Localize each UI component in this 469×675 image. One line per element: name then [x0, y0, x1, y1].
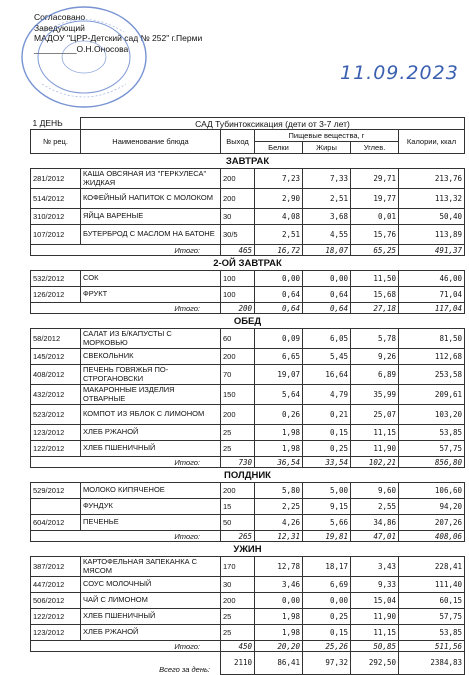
dish-name: ХЛЕБ РЖАНОЙ	[81, 625, 221, 641]
meal-total-kcal: 408,06	[399, 531, 465, 542]
dish-kcal: 228,41	[399, 557, 465, 577]
dish-name: КАША ОВСЯНАЯ ИЗ "ГЕРКУЛЕСА" ЖИДКАЯ	[81, 169, 221, 189]
dish-name: СОУС МОЛОЧНЫЙ	[81, 577, 221, 593]
meal-title: ПОЛДНИК	[31, 468, 465, 483]
dish-fat: 4,79	[303, 385, 351, 405]
meal-total-kcal: 117,04	[399, 303, 465, 314]
dish-carb: 29,71	[351, 169, 399, 189]
dish-name: ЯЙЦА ВАРЕНЫЕ	[81, 209, 221, 225]
dish-fat: 2,51	[303, 189, 351, 209]
meal-total-label: Итого:	[31, 457, 221, 468]
table-row	[31, 441, 465, 457]
dish-name: ФРУКТ	[81, 287, 221, 303]
approval-line: МАДОУ "ЦРР-Детский сад № 252" г.Перми	[34, 33, 203, 43]
approval-line: Согласовано	[34, 12, 86, 22]
table-row	[31, 425, 465, 441]
dish-yield: 15	[221, 499, 255, 515]
menu-body	[31, 154, 465, 652]
grand-total-yield: 2110	[221, 652, 255, 675]
meal-total-carb: 47,01	[351, 531, 399, 542]
recipe-code: 506/2012	[31, 593, 81, 609]
dish-protein: 3,46	[255, 577, 303, 593]
recipe-code: 107/2012	[31, 225, 81, 245]
dish-fat: 5,45	[303, 349, 351, 365]
meal-total-protein: 12,31	[255, 531, 303, 542]
grand-total-fat: 97,32	[303, 652, 351, 675]
meal-section-header	[31, 256, 465, 271]
dish-carb: 15,68	[351, 287, 399, 303]
col-kcal-header: Калории, ккал	[399, 130, 465, 154]
dish-protein: 0,00	[255, 271, 303, 287]
dish-fat: 9,15	[303, 499, 351, 515]
meal-section-header	[31, 542, 465, 557]
dish-kcal: 46,00	[399, 271, 465, 287]
recipe-code: 532/2012	[31, 271, 81, 287]
col-fat-header: Жиры	[303, 142, 351, 154]
dish-kcal: 207,26	[399, 515, 465, 531]
recipe-code	[31, 499, 81, 515]
meal-total-yield: 465	[221, 245, 255, 256]
dish-name: МОЛОКО КИПЯЧЕНОЕ	[81, 483, 221, 499]
table-row	[31, 349, 465, 365]
dish-fat: 0,00	[303, 593, 351, 609]
approval-line: _________О.Н.Оносова	[34, 43, 129, 54]
dish-name: САЛАТ ИЗ Б/КАПУСТЫ С МОРКОВЬЮ	[81, 329, 221, 349]
grand-total-protein: 86,41	[255, 652, 303, 675]
dish-fat: 0,15	[303, 425, 351, 441]
grand-total-label: Всего за день:	[159, 665, 210, 674]
nutrients-header: Пищевые вещества, г	[255, 130, 399, 142]
dish-fat: 5,66	[303, 515, 351, 531]
dish-fat: 6,69	[303, 577, 351, 593]
dish-name: ХЛЕБ ПШЕНИЧНЫЙ	[81, 609, 221, 625]
meal-total-row	[31, 457, 465, 468]
dish-protein: 1,98	[255, 609, 303, 625]
recipe-code: 58/2012	[31, 329, 81, 349]
meal-section-header	[31, 314, 465, 329]
meal-total-fat: 19,81	[303, 531, 351, 542]
dish-name: КОФЕЙНЫЙ НАПИТОК С МОЛОКОМ	[81, 189, 221, 209]
approval-block	[34, 12, 202, 54]
meal-total-yield: 730	[221, 457, 255, 468]
dish-name: БУТЕРБРОД С МАСЛОМ НА БАТОНЕ	[81, 225, 221, 245]
dish-carb: 9,60	[351, 483, 399, 499]
meal-total-label: Итого:	[31, 531, 221, 542]
meal-total-row	[31, 245, 465, 256]
col-yield-header: Выход	[221, 130, 255, 154]
dish-yield: 30/5	[221, 225, 255, 245]
dish-protein: 1,98	[255, 441, 303, 457]
table-row	[31, 329, 465, 349]
meal-total-protein: 0,64	[255, 303, 303, 314]
dish-yield: 200	[221, 405, 255, 425]
dish-yield: 25	[221, 609, 255, 625]
dish-fat: 0,25	[303, 609, 351, 625]
dish-name: МАКАРОННЫЕ ИЗДЕЛИЯ ОТВАРНЫЕ	[81, 385, 221, 405]
dish-kcal: 53,85	[399, 625, 465, 641]
table-row	[31, 483, 465, 499]
dish-yield: 100	[221, 271, 255, 287]
recipe-code: 122/2012	[31, 441, 81, 457]
table-row	[31, 557, 465, 577]
meal-total-fat: 18,07	[303, 245, 351, 256]
recipe-code: 529/2012	[31, 483, 81, 499]
dish-yield: 25	[221, 625, 255, 641]
meal-total-carb: 50,85	[351, 641, 399, 652]
dish-yield: 170	[221, 557, 255, 577]
dish-yield: 30	[221, 209, 255, 225]
table-row	[31, 405, 465, 425]
meal-total-protein: 16,72	[255, 245, 303, 256]
dish-kcal: 113,32	[399, 189, 465, 209]
col-code-header: № рец.	[31, 130, 81, 154]
dish-name: КОМПОТ ИЗ ЯБЛОК С ЛИМОНОМ	[81, 405, 221, 425]
dish-carb: 11,50	[351, 271, 399, 287]
meal-total-kcal: 511,56	[399, 641, 465, 652]
dish-yield: 200	[221, 593, 255, 609]
dish-yield: 25	[221, 425, 255, 441]
dish-carb: 11,15	[351, 425, 399, 441]
dish-kcal: 60,15	[399, 593, 465, 609]
table-row	[31, 515, 465, 531]
meal-total-row	[31, 641, 465, 652]
dish-protein: 0,64	[255, 287, 303, 303]
meal-total-fat: 25,26	[303, 641, 351, 652]
recipe-code: 123/2012	[31, 425, 81, 441]
dish-name: ПЕЧЕНЬЕ	[81, 515, 221, 531]
recipe-code: 310/2012	[31, 209, 81, 225]
dish-kcal: 209,61	[399, 385, 465, 405]
dish-protein: 1,98	[255, 425, 303, 441]
meal-total-yield: 200	[221, 303, 255, 314]
dish-protein: 0,26	[255, 405, 303, 425]
dish-yield: 150	[221, 385, 255, 405]
handwritten-date: 11.09.2023	[340, 62, 459, 84]
table-row	[31, 209, 465, 225]
meal-total-carb: 65,25	[351, 245, 399, 256]
dish-carb: 3,43	[351, 557, 399, 577]
table-row	[31, 609, 465, 625]
dish-name: ПЕЧЕНЬ ГОВЯЖЬЯ ПО-СТРОГАНОВСКИ	[81, 365, 221, 385]
meal-total-fat: 0,64	[303, 303, 351, 314]
dish-carb: 9,26	[351, 349, 399, 365]
menu-table	[30, 117, 465, 675]
dish-fat: 5,00	[303, 483, 351, 499]
dish-name: ХЛЕБ РЖАНОЙ	[81, 425, 221, 441]
dish-kcal: 57,75	[399, 441, 465, 457]
meal-total-kcal: 491,37	[399, 245, 465, 256]
dish-name: ФУНДУК	[81, 499, 221, 515]
dish-name: ЧАЙ С ЛИМОНОМ	[81, 593, 221, 609]
col-carb-header: Углев.	[351, 142, 399, 154]
table-title: САД Тубинтоксикация (дети от 3-7 лет)	[81, 118, 465, 130]
dish-protein: 2,51	[255, 225, 303, 245]
dish-carb: 9,33	[351, 577, 399, 593]
dish-carb: 11,90	[351, 441, 399, 457]
dish-kcal: 111,40	[399, 577, 465, 593]
table-row	[31, 287, 465, 303]
dish-name: ХЛЕБ ПШЕНИЧНЫЙ	[81, 441, 221, 457]
dish-kcal: 213,76	[399, 169, 465, 189]
dish-kcal: 106,60	[399, 483, 465, 499]
dish-kcal: 81,50	[399, 329, 465, 349]
dish-kcal: 71,04	[399, 287, 465, 303]
dish-protein: 12,78	[255, 557, 303, 577]
grand-total-carb: 292,50	[351, 652, 399, 675]
dish-fat: 3,68	[303, 209, 351, 225]
dish-carb: 6,89	[351, 365, 399, 385]
dish-kcal: 103,20	[399, 405, 465, 425]
dish-kcal: 50,40	[399, 209, 465, 225]
col-protein-header: Белки	[255, 142, 303, 154]
dish-kcal: 112,68	[399, 349, 465, 365]
table-row	[31, 499, 465, 515]
dish-yield: 200	[221, 169, 255, 189]
dish-yield: 60	[221, 329, 255, 349]
dish-fat: 7,33	[303, 169, 351, 189]
day-label: 1 ДЕНЬ	[32, 118, 63, 129]
dish-protein: 19,07	[255, 365, 303, 385]
dish-carb: 2,55	[351, 499, 399, 515]
dish-kcal: 57,75	[399, 609, 465, 625]
dish-kcal: 113,89	[399, 225, 465, 245]
meal-title: 2-ОЙ ЗАВТРАК	[31, 256, 465, 271]
meal-total-fat: 33,54	[303, 457, 351, 468]
recipe-code: 604/2012	[31, 515, 81, 531]
recipe-code: 126/2012	[31, 287, 81, 303]
dish-yield: 200	[221, 189, 255, 209]
dish-fat: 0,21	[303, 405, 351, 425]
dish-carb: 0,01	[351, 209, 399, 225]
dish-protein: 6,65	[255, 349, 303, 365]
meal-total-protein: 20,20	[255, 641, 303, 652]
dish-yield: 200	[221, 483, 255, 499]
dish-carb: 11,90	[351, 609, 399, 625]
recipe-code: 122/2012	[31, 609, 81, 625]
meal-total-carb: 102,21	[351, 457, 399, 468]
meal-title: УЖИН	[31, 542, 465, 557]
dish-carb: 35,99	[351, 385, 399, 405]
recipe-code: 514/2012	[31, 189, 81, 209]
dish-carb: 25,07	[351, 405, 399, 425]
meal-total-carb: 27,18	[351, 303, 399, 314]
dish-carb: 5,78	[351, 329, 399, 349]
dish-yield: 50	[221, 515, 255, 531]
dish-protein: 0,09	[255, 329, 303, 349]
menu-sheet	[30, 117, 464, 675]
dish-yield: 200	[221, 349, 255, 365]
meal-total-kcal: 856,80	[399, 457, 465, 468]
dish-name: КАРТОФЕЛЬНАЯ ЗАПЕКАНКА С МЯСОМ	[81, 557, 221, 577]
dish-name: СОК	[81, 271, 221, 287]
meal-total-protein: 36,54	[255, 457, 303, 468]
dish-kcal: 253,58	[399, 365, 465, 385]
col-name-header: Наименование блюда	[81, 130, 221, 154]
dish-fat: 16,64	[303, 365, 351, 385]
dish-protein: 0,00	[255, 593, 303, 609]
approval-line: Заведующий	[34, 22, 85, 33]
recipe-code: 145/2012	[31, 349, 81, 365]
table-row	[31, 271, 465, 287]
dish-carb: 15,04	[351, 593, 399, 609]
dish-fat: 0,15	[303, 625, 351, 641]
meal-section-header	[31, 154, 465, 169]
dish-protein: 2,25	[255, 499, 303, 515]
table-row	[31, 225, 465, 245]
recipe-code: 523/2012	[31, 405, 81, 425]
dish-yield: 100	[221, 287, 255, 303]
dish-protein: 5,80	[255, 483, 303, 499]
dish-protein: 1,98	[255, 625, 303, 641]
meal-total-yield: 265	[221, 531, 255, 542]
table-row	[31, 169, 465, 189]
dish-fat: 18,17	[303, 557, 351, 577]
dish-protein: 4,26	[255, 515, 303, 531]
table-row	[31, 577, 465, 593]
meal-total-label: Итого:	[31, 641, 221, 652]
meal-title: ЗАВТРАК	[31, 154, 465, 169]
dish-protein: 5,64	[255, 385, 303, 405]
meal-title: ОБЕД	[31, 314, 465, 329]
dish-yield: 70	[221, 365, 255, 385]
dish-fat: 0,00	[303, 271, 351, 287]
recipe-code: 447/2012	[31, 577, 81, 593]
meal-total-row	[31, 303, 465, 314]
meal-total-yield: 450	[221, 641, 255, 652]
recipe-code: 281/2012	[31, 169, 81, 189]
dish-fat: 0,25	[303, 441, 351, 457]
grand-total-kcal: 2384,83	[399, 652, 465, 675]
recipe-code: 123/2012	[31, 625, 81, 641]
dish-carb: 15,76	[351, 225, 399, 245]
dish-carb: 11,15	[351, 625, 399, 641]
dish-protein: 2,90	[255, 189, 303, 209]
dish-name: СВЕКОЛЬНИК	[81, 349, 221, 365]
recipe-code: 387/2012	[31, 557, 81, 577]
dish-yield: 25	[221, 441, 255, 457]
recipe-code: 432/2012	[31, 385, 81, 405]
dish-fat: 4,55	[303, 225, 351, 245]
dish-fat: 6,05	[303, 329, 351, 349]
meal-section-header	[31, 468, 465, 483]
dish-protein: 7,23	[255, 169, 303, 189]
dish-carb: 19,77	[351, 189, 399, 209]
table-row	[31, 365, 465, 385]
grand-total-row	[31, 652, 465, 675]
dish-protein: 4,08	[255, 209, 303, 225]
table-row	[31, 189, 465, 209]
dish-fat: 0,64	[303, 287, 351, 303]
table-row	[31, 385, 465, 405]
meal-total-label: Итого:	[31, 303, 221, 314]
table-row	[31, 593, 465, 609]
meal-total-row	[31, 531, 465, 542]
dish-kcal: 53,85	[399, 425, 465, 441]
recipe-code: 408/2012	[31, 365, 81, 385]
table-row	[31, 625, 465, 641]
dish-carb: 34,86	[351, 515, 399, 531]
dish-yield: 30	[221, 577, 255, 593]
meal-total-label: Итого:	[31, 245, 221, 256]
dish-kcal: 94,20	[399, 499, 465, 515]
